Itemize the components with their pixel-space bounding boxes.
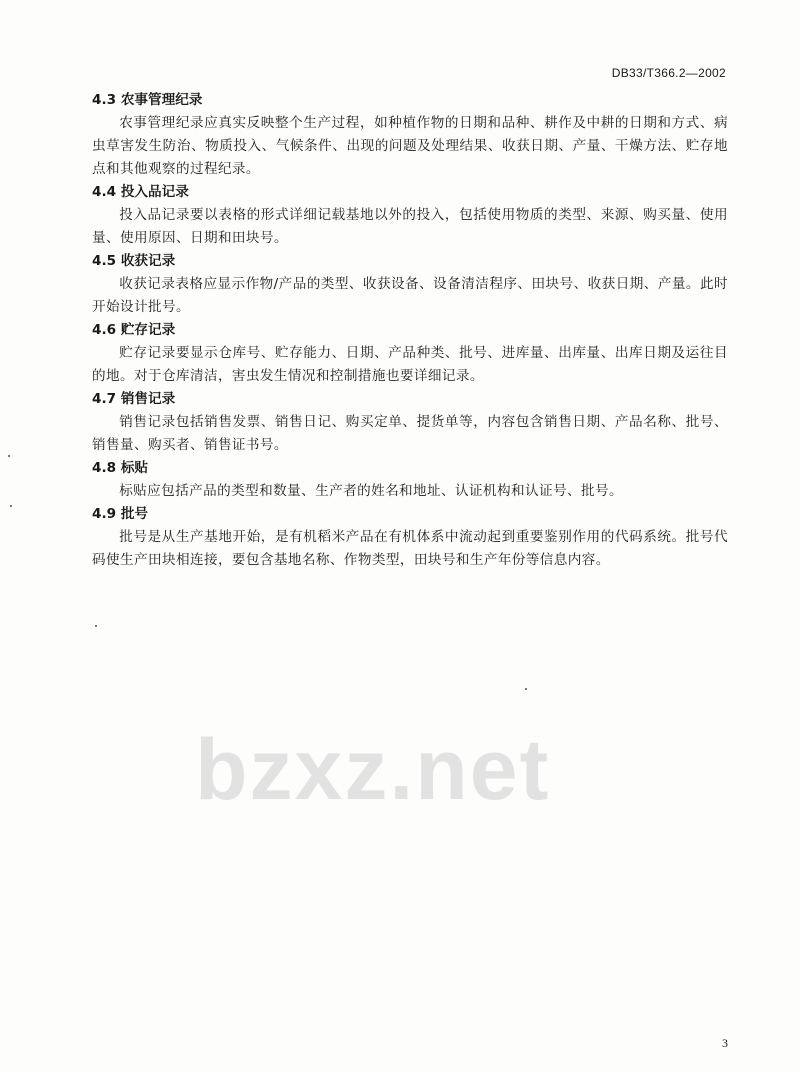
section-paragraph: 批号是从生产基地开始，是有机稻米产品在有机体系中流动起到重要鉴别作用的代码系统。批号代码使生产田块相连接，要包含基地名称、作物类型，田块号和生产年份等信息内容。: [92, 529, 728, 568]
section-heading: 4.6 贮存记录: [92, 322, 176, 338]
section-heading: 4.3 农事管理纪录: [92, 92, 203, 108]
section-4-4: [92, 181, 728, 250]
section-paragraph: 销售记录包括销售发票、销售日记、购买定单、提货单等，内容包含销售日期、产品名称、批号、销售量、购买者、销售证书号。: [92, 414, 728, 453]
standard-number: DB33/T366.2—2002: [611, 66, 726, 80]
section-4-3: [92, 89, 728, 181]
section-heading: 4.5 收获记录: [92, 253, 176, 269]
section-4-9: [92, 503, 728, 572]
scan-speck: [95, 625, 97, 627]
section-paragraph: 投入品记录要以表格的形式详细记载基地以外的投入，包括使用物质的类型、来源、购买量、使用量、使用原因、日期和田块号。: [92, 207, 728, 246]
section-4-7: [92, 388, 728, 457]
section-paragraph: 农事管理纪录应真实反映整个生产过程，如种植作物的日期和品种、耕作及中耕的日期和方式、病虫草害发生防治、物质投入、气候条件、出现的问题及处理结果、收获日期、产量、干燥方法、贮存地点和其他观察的过程纪录。: [92, 115, 728, 177]
section-heading: 4.7 销售记录: [92, 391, 176, 407]
section-4-6: [92, 319, 728, 388]
section-heading: 4.9 批号: [92, 506, 149, 522]
section-4-5: [92, 250, 728, 319]
scan-speck: [10, 505, 12, 507]
document-body: [92, 89, 728, 572]
scan-speck: [8, 455, 10, 457]
section-heading: 4.8 标贴: [92, 460, 149, 476]
section-paragraph: 标贴应包括产品的类型和数量、生产者的姓名和地址、认证机构和认证号、批号。: [119, 483, 623, 499]
section-4-8: [92, 457, 728, 503]
page-number: 3: [722, 1036, 728, 1050]
section-heading: 4.4 投入品记录: [92, 184, 189, 200]
watermark: bzxz.net: [195, 722, 551, 818]
scan-speck: [525, 688, 527, 690]
section-paragraph: 收获记录表格应显示作物/产品的类型、收获设备、设备清洁程序、田块号、收获日期、产量。此时开始设计批号。: [92, 276, 728, 315]
section-paragraph: 贮存记录要显示仓库号、贮存能力、日期、产品种类、批号、进库量、出库量、出库日期及运往目的地。对于仓库清洁，害虫发生情况和控制措施也要详细记录。: [92, 345, 728, 384]
